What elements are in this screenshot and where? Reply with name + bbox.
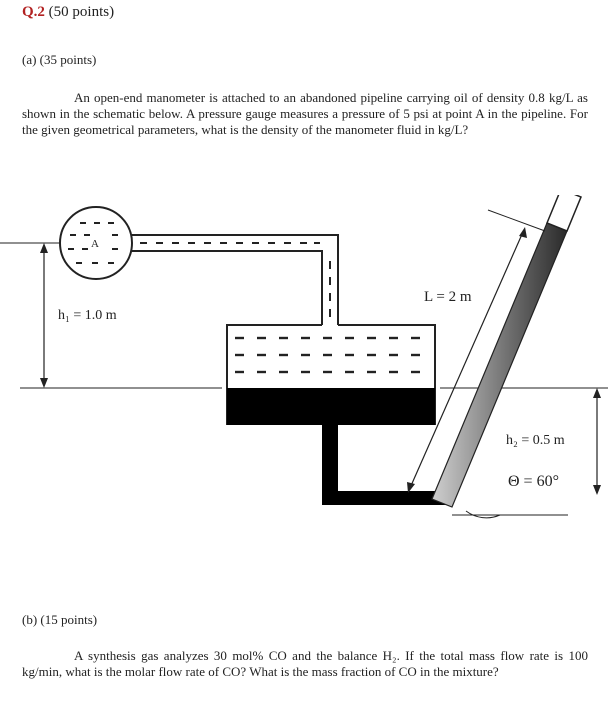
h2-label: h₂ = 0.5 m [506,433,565,448]
manometer-reservoir [226,325,436,425]
h1-label: h₁ = 1.0 m [58,308,117,323]
part-a-label: (a) (35 points) [22,52,97,67]
manometer-schematic [0,195,608,525]
part-a-text: An open-end manometer is attached to an abandoned pipeline carrying oil of density 0.8 kg/L as shown in the schematic below. A pressure gauge measures a pressure of 5 psi at point A in the pipeline. For the given geometrical parameters, what is the density of the manometer fluid in kg/L? [22,90,588,137]
angle-arc [466,511,500,518]
h2-dimension [593,388,601,495]
connecting-tube [131,235,338,325]
l-label: L = 2 m [424,289,472,305]
inclined-tube [432,195,581,507]
part-b-text: A synthesis gas analyzes 30 mol% CO and the balance H₂. If the total mass flow rate is 100 kg/min, what is the molar flow rate of CO? What is the mass fraction of CO in the mixture? [22,648,588,679]
h1-dimension [40,243,48,388]
question-points: (50 points) [48,4,115,20]
question-heading [22,4,114,21]
theta-label: Θ = 60° [508,473,559,490]
part-a-text-block [22,90,588,138]
part-b-label: (b) (15 points) [22,612,98,627]
part-b-text-block [22,648,588,680]
point-a-label: A [91,238,99,250]
question-number: Q.2 [22,4,45,20]
